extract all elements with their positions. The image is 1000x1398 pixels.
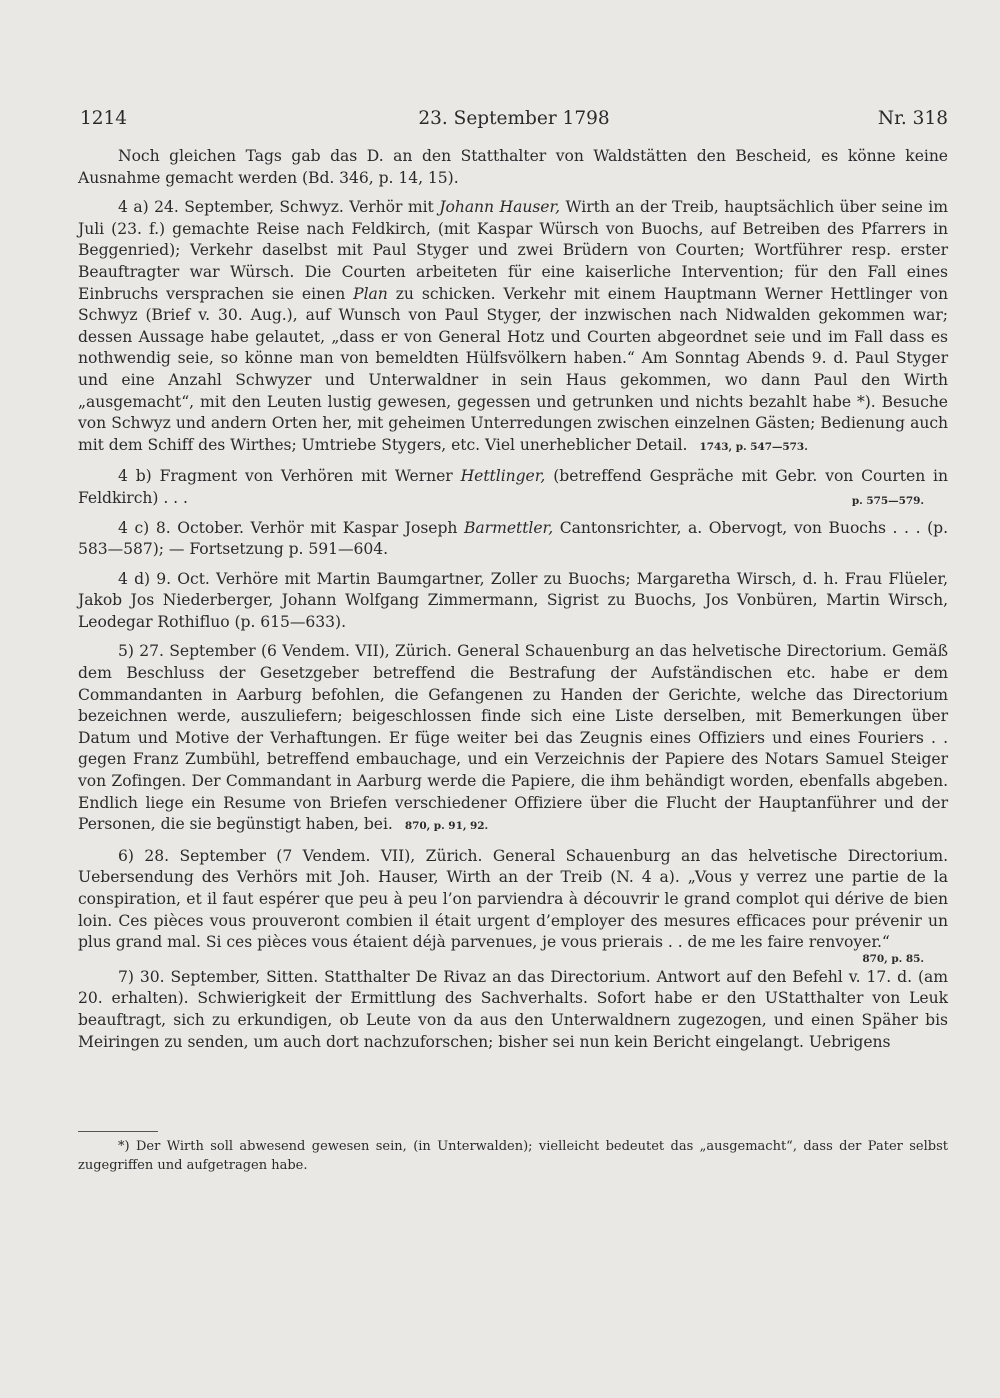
paragraph-4d (78, 569, 948, 634)
plan-word: Plan (353, 284, 388, 303)
paragraph-4b-text-2: (betreffend Gespräche mit Gebr. von Courten in Feldkirch) . . . (78, 467, 948, 507)
footnote-divider (78, 1131, 158, 1132)
paragraph-5 (78, 641, 948, 837)
page-header (80, 108, 948, 134)
document-number: Nr. 318 (877, 108, 948, 129)
body-text (78, 146, 948, 1061)
paragraph-4b-text-1: 4 b) Fragment von Verhören mit Werner (118, 467, 461, 486)
paragraph-4c-text-2: Cantonsrichter, a. Obervogt, von Buochs . . . (p. 583—587); — Fortsetzung p. 591—604. (78, 518, 948, 559)
paragraph-4d-text: 4 d) 9. Oct. Verhöre mit Martin Baumgartner, Zoller zu Buochs; Margaretha Wirsch, d. h. Frau Flüeler, Jakob Jos Niederberger, Johann Wolfgang Zimmermann, Sigrist zu Buochs, Jos Vonbüren, Martin Wirsch, Leodegar Rothifluo (p. 615—633). (78, 569, 948, 631)
footnote: *) Der Wirth soll abwesend gewesen sein, (in Unterwalden); vielleicht bedeutet das „ausgemacht“, dass der Pater selbst zugegriffen und aufgetragen habe. (78, 1139, 948, 1173)
paragraph-4c-text-1: 4 c) 8. October. Verhör mit Kaspar Joseph (118, 518, 465, 537)
paragraph-4a-text-1: 4 a) 24. September, Schwyz. Verhör mit (118, 198, 440, 217)
page-number: 1214 (80, 108, 128, 129)
paragraph-4a-text-3: zu schicken. Verkehr mit einem Hauptmann Werner Hettlinger von Schwyz (Brief v. 30. Aug.), auf Wunsch von Paul Styger, der inzwischen nach Nidwalden gekommen war; dessen Aussage habe gelautet, „dass er von General Hotz und Courten abgeordnet seie und im Fall dass es nothwendig seie, so könne man von bemeldten Hülfsvölkern haben.“ Am Sonntag Abends 9. d. Paul Styger und eine Anzahl Schwyzer und Unterwaldner in sein Haus gekommen, wo dann Paul den Wirth „ausgemacht“, mit den Leuten lustig gewesen, gegessen und getrunken und nichts bezahlt habe *). Besuche von Schwyz und andern Orten her, mit geheimen Unterredungen zwischen einzelnen Gästen; Bedienung auch mit dem Schiff des Wirthes; Umtriebe Stygers, etc. Viel unerheblicher Detail. (78, 284, 948, 454)
person-name-hettlinger: Hettlinger, (460, 467, 546, 486)
paragraph-6-text: 6) 28. September (7 Vendem. VII), Zürich. General Schauenburg an das helvetische Directorium. Uebersendung des Verhörs mit Joh. Hauser, Wirth an der Treib (N. 4 a). „Vous y verrez une partie de la conspiration, et il faut espérer que peu à peu l’on parviendra à découvrir le grand complot qui dérive de bien loin. Ces pièces vous prouveront combien il était urgent d’employer des mesures efficaces pour prévenir un plus grand mal. Si ces pièces vous étaient déjà parvenues, je vous prierais . . de me les faire renvoyer.“ (78, 846, 948, 952)
paragraph-6 (78, 846, 948, 954)
source-reference: 1743, p. 547—573. (699, 440, 808, 453)
header-date: 23. September 1798 (418, 108, 610, 129)
paragraph-4a (78, 197, 948, 458)
paragraph-7 (78, 967, 948, 1053)
paragraph-5-text: 5) 27. September (6 Vendem. VII), Zürich. General Schauenburg an das helvetische Directorium. Gemäß dem Beschluss der Gesetzgeber betreffend die Bestrafung der Aufständischen etc. habe er dem Commandanten in Aarburg befohlen, die Gefangenen zu Handen der Gerichte, welche das Directorium bezeichnen werde, auszuliefern; beigeschlossen finde sich eine Liste derselben, mit Bemerkungen über Datum und Motive der Verhaftungen. Er füge weiter bei das Zeugnis eines Offiziers und eines Fouriers . . gegen Franz Zumbühl, betreffend embauchage, und ein Verzeichnis der Papiere des Notars Samuel Steiger von Zofingen. Der Commandant in Aarburg werde die Papiere, die ihm behändigt worden, ebenfalls abgeben. Endlich liege ein Resume von Briefen verschiedener Offiziere über die Flucht der Hauptanführer und der Personen, die sie begünstigt haben, bei. (78, 642, 948, 834)
source-reference: 870, p. 91, 92. (404, 820, 489, 833)
source-reference: p. 575—579. (851, 494, 924, 507)
person-name-hauser: Johann Hauser, (439, 198, 561, 217)
paragraph-4b (78, 466, 948, 509)
paragraph-intro (78, 146, 948, 189)
source-reference: 870, p. 85. (862, 952, 924, 965)
paragraph-4c (78, 518, 948, 561)
person-name-barmettler: Barmettler, (464, 518, 554, 537)
paragraph-intro-text: Noch gleichen Tags gab das D. an den Statthalter von Waldstätten den Bescheid, es könne keine Ausnahme gemacht werden (Bd. 346, p. 14, 15). (78, 147, 948, 187)
paragraph-4a-text-2: Wirth an der Treib, hauptsächlich über seine im Juli (23. f.) gemachte Reise nach Feldkirch, (mit Kaspar Würsch von Buochs, auf Betreiben des Pfarrers in Beggenried); Verkehr daselbst mit Paul Styger und zwei Brüdern von Courten; Wortführer resp. erster Beauftragter war Würsch. Die Courten arbeiteten für eine kaiserliche Intervention; für den Fall eines Einbruchs versprachen sie einen (78, 198, 948, 303)
paragraph-7-text: 7) 30. September, Sitten. Statthalter De Rivaz an das Directorium. Antwort auf den Befehl v. 17. d. (am 20. erhalten). Schwierigkeit der Ermittlung des Sachverhalts. Sofort habe er den UStatthalter von Leuk beauftragt, sich zu erkundigen, ob Leute von da aus den Unterwaldnern zugezogen, und einen Späher bis Meiringen zu senden, um auch dort nachzuforschen; bisher sei nun kein Bericht eingelangt. Uebrigens (78, 967, 948, 1051)
